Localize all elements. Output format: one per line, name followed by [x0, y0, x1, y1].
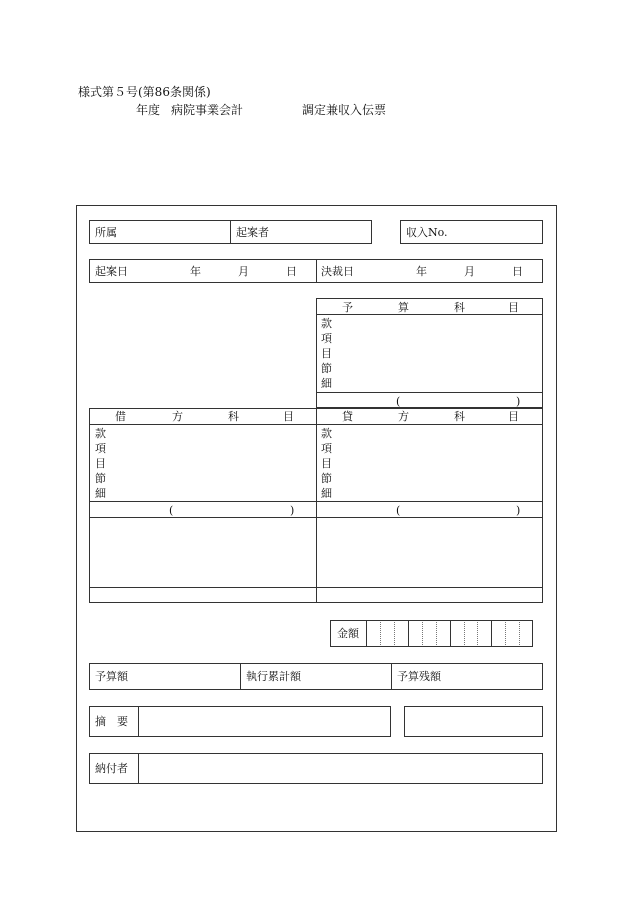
slip-title: 調定兼収入伝票 — [302, 103, 387, 117]
form-number: 様式第５号(第86条関係) — [78, 85, 211, 99]
divider — [89, 517, 543, 518]
divider — [391, 663, 392, 690]
accounting-label: 病院事業会計 — [171, 103, 244, 117]
department-label: 所属 — [95, 226, 117, 239]
paren-close: ) — [516, 504, 521, 517]
divider — [366, 620, 367, 647]
paren-close: ) — [516, 395, 521, 408]
amount-box — [330, 620, 533, 647]
debit-title-char: 目 — [283, 410, 294, 423]
digit-separator — [408, 620, 409, 647]
budget-level-kan: 款 — [321, 317, 332, 330]
summary-box — [89, 706, 391, 737]
divider — [89, 424, 543, 425]
digit-guide — [505, 622, 506, 645]
digit-guide — [436, 622, 437, 645]
divider — [89, 587, 543, 588]
digit-guide — [464, 622, 465, 645]
digit-guide — [380, 622, 381, 645]
debit-title-char: 方 — [172, 410, 183, 423]
credit-level-kan: 款 — [321, 427, 332, 440]
budget-title-char: 科 — [454, 301, 465, 314]
decision-date-label: 決裁日 — [321, 265, 354, 278]
budget-remaining-label: 予算残額 — [397, 670, 441, 683]
decision-month-char: 月 — [464, 265, 475, 278]
decision-day-char: 日 — [512, 265, 523, 278]
debit-level-kou: 項 — [95, 442, 106, 455]
credit-level-moku: 目 — [321, 457, 332, 470]
draft-date-label: 起案日 — [95, 265, 128, 278]
debit-title-char: 借 — [115, 410, 126, 423]
credit-title-char: 科 — [454, 410, 465, 423]
budget-title-char: 予 — [342, 301, 353, 314]
digit-guide — [477, 622, 478, 645]
budget-title-char: 算 — [398, 301, 409, 314]
paren-open: ( — [169, 504, 174, 517]
credit-title-char: 貸 — [342, 410, 353, 423]
digit-separator — [491, 620, 492, 647]
amount-label: 金額 — [337, 627, 359, 640]
paren-open: ( — [396, 395, 401, 408]
credit-level-setsu: 節 — [321, 472, 332, 485]
credit-level-saimoku: 細 — [321, 487, 332, 500]
digit-guide — [394, 622, 395, 645]
budget-title-char: 目 — [508, 301, 519, 314]
draft-year-char: 年 — [190, 265, 201, 278]
credit-level-kou: 項 — [321, 442, 332, 455]
payer-label: 納付者 — [95, 762, 128, 775]
drafter-label: 起案者 — [236, 226, 269, 239]
paren-close: ) — [290, 504, 295, 517]
debit-level-kan: 款 — [95, 427, 106, 440]
budget-level-kou: 項 — [321, 332, 332, 345]
credit-title-char: 目 — [508, 410, 519, 423]
budget-level-saimoku: 細 — [321, 377, 332, 390]
divider — [230, 220, 231, 244]
summary-side-box — [404, 706, 543, 737]
debit-level-moku: 目 — [95, 457, 106, 470]
divider — [316, 314, 543, 315]
debit-level-setsu: 節 — [95, 472, 106, 485]
debit-title-char: 科 — [228, 410, 239, 423]
paren-open: ( — [396, 504, 401, 517]
divider — [316, 392, 543, 393]
draft-day-char: 日 — [286, 265, 297, 278]
divider — [138, 753, 139, 784]
divider — [240, 663, 241, 690]
digit-guide — [519, 622, 520, 645]
divider — [316, 259, 317, 283]
divider — [89, 501, 543, 502]
digit-separator — [450, 620, 451, 647]
summary-label: 摘 要 — [95, 715, 128, 728]
divider — [138, 706, 139, 737]
budget-amount-label: 予算額 — [95, 670, 128, 683]
debit-level-saimoku: 細 — [95, 487, 106, 500]
budget-amount-row — [89, 663, 543, 690]
budget-level-moku: 目 — [321, 347, 332, 360]
decision-year-char: 年 — [416, 265, 427, 278]
credit-title-char: 方 — [398, 410, 409, 423]
receipt-number-label: 収入No. — [406, 226, 448, 239]
cumulative-execution-label: 執行累計額 — [246, 670, 301, 683]
budget-level-setsu: 節 — [321, 362, 332, 375]
draft-month-char: 月 — [238, 265, 249, 278]
divider — [316, 408, 317, 603]
digit-guide — [422, 622, 423, 645]
payer-box — [89, 753, 543, 784]
fiscal-year-label: 年度 — [136, 103, 161, 117]
